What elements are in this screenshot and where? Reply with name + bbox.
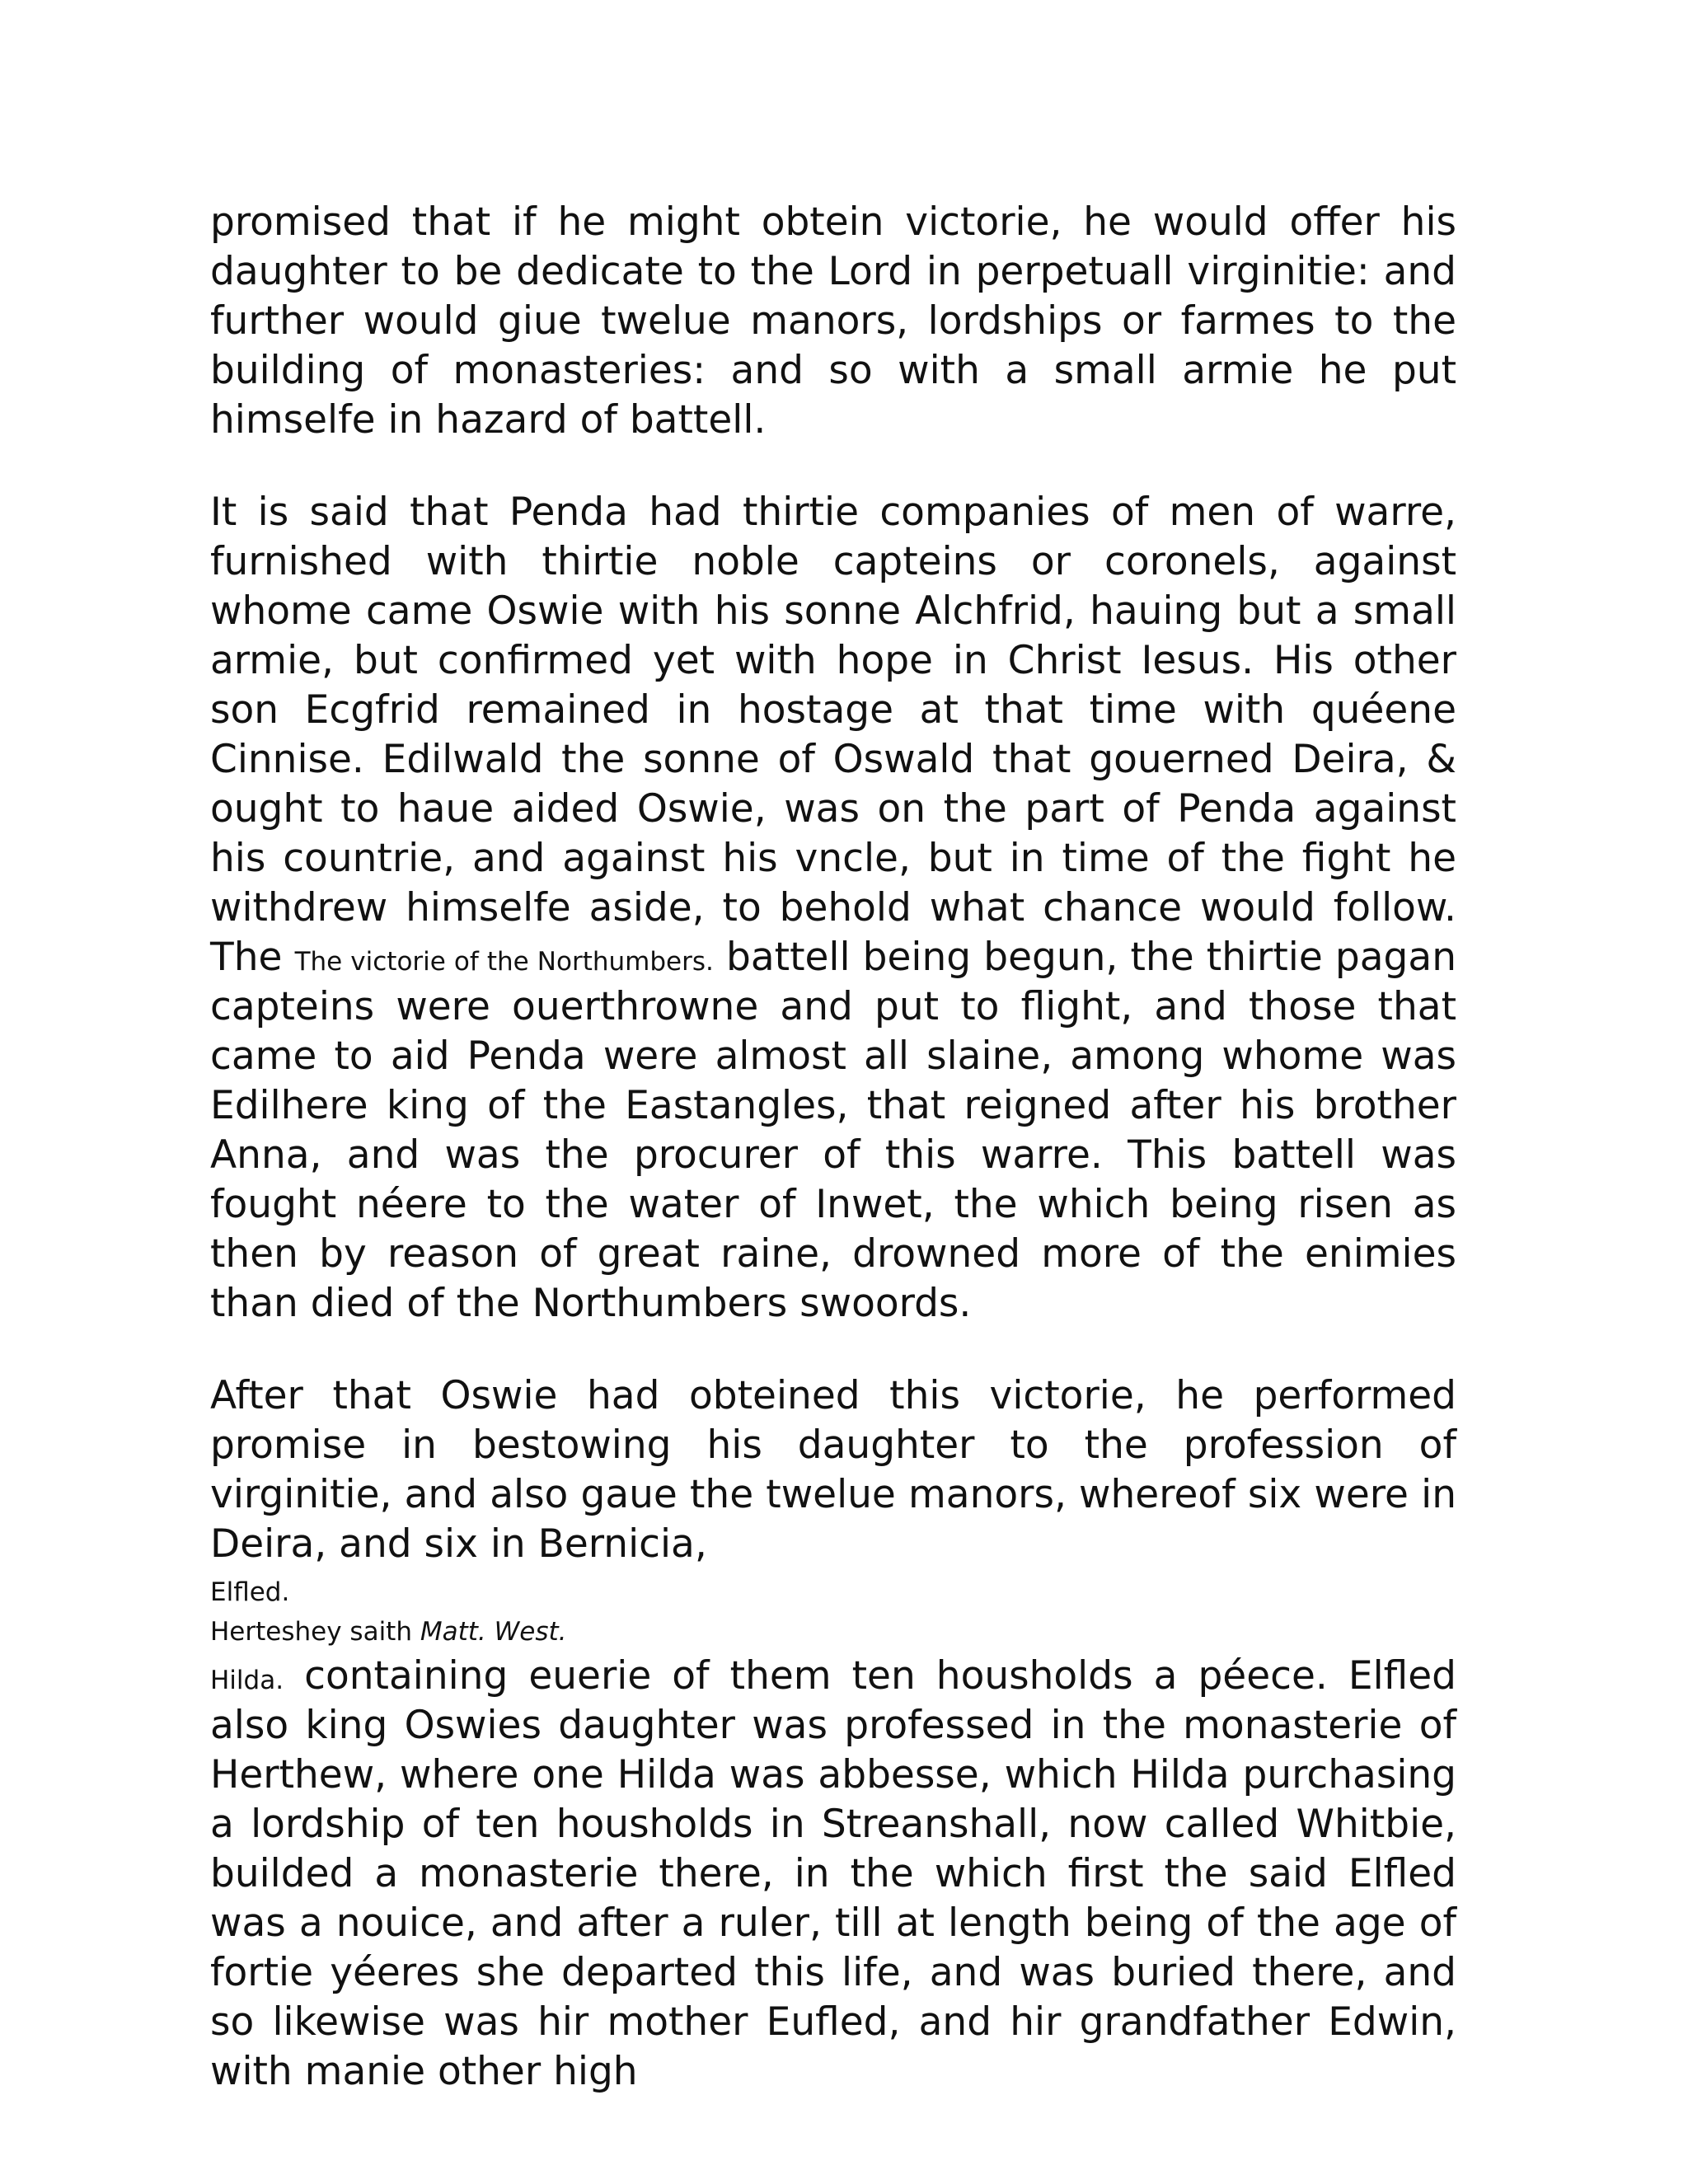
paragraph-4 (210, 1652, 1456, 2097)
margin-note-victorie: The victorie of the Northumbers. (294, 947, 714, 977)
margin-note-herteshey-ref: Matt. West. (420, 1617, 567, 1647)
paragraph-4-text: containing euerie of them ten housholds a péece. Elfled also king Oswies daughter was professed in the monasterie of Herthew, where one Hilda was abbesse, which Hilda purchasing a lordship of ten housholds in Streanshall, now called Whitbie, builded a monasterie there, in the which first the said Elfled was a nouice, and after a ruler, till at length being of the age of fortie yéeres she departed this life, and was buried there, and so likewise was hir mother Eufled, and hir grandfather Edwin, with manie other high (210, 1653, 1456, 2094)
paragraph-3 (210, 1371, 1456, 1569)
margin-note-elfled: Elfled. (210, 1577, 290, 1607)
paragraph-2 (210, 488, 1456, 1329)
paragraph-3-text: After that Oswie had obteined this victorie, he performed promise in bestowing his daughter to the profession of virginitie, and also gaue the twelue manors, whereof six were in Deira, and six in Bernicia, (210, 1373, 1456, 1567)
margin-note-herteshey (210, 1612, 1456, 1652)
paragraph-1-text: promised that if he might obtein victorie, he would offer his daughter to be dedicate to the Lord in perpetuall virginitie: and further would giue twelue manors, lordships or farmes to the building of monasteries: and so with a small armie he put himselfe in hazard of battell. (210, 199, 1456, 443)
margin-note-herteshey-text: Herteshey saith (210, 1617, 412, 1647)
paragraph-1 (210, 198, 1456, 445)
paragraph-2-text-start: It is said that Penda had thirtie companies of men of warre, furnished with thirtie noble capteins or coronels, against whome came Oswie with his sonne Alchfrid, hauing but a small armie, but confirmed yet with hope in Christ Iesus. His other son Ecgfrid remained in hostage at that time with quéene Cinnise. Edilwald the sonne of Oswald that gouerned Deira, & ought to haue aided Oswie, was on the part of Penda against his countrie, and against his vncle, but in time of the fight he withdrew himselfe aside, to behold what chance would follow. The (210, 490, 1456, 980)
document-page (210, 198, 1456, 2139)
margin-note-hilda: Hilda. (210, 1666, 284, 1695)
paragraph-2-text-end: battell being begun, the thirtie pagan capteins were ouerthrowne and put to flight, and those that came to aid Penda were almost all slaine, among whome was Edilhere king of the Eastangles, that reigned after his brother Anna, and was the procurer of this warre. This battell was fought néere to the water of Inwet, the which being risen as then by reason of great raine, drowned more of the enimies than died of the Northumbers swoords. (210, 935, 1456, 1326)
